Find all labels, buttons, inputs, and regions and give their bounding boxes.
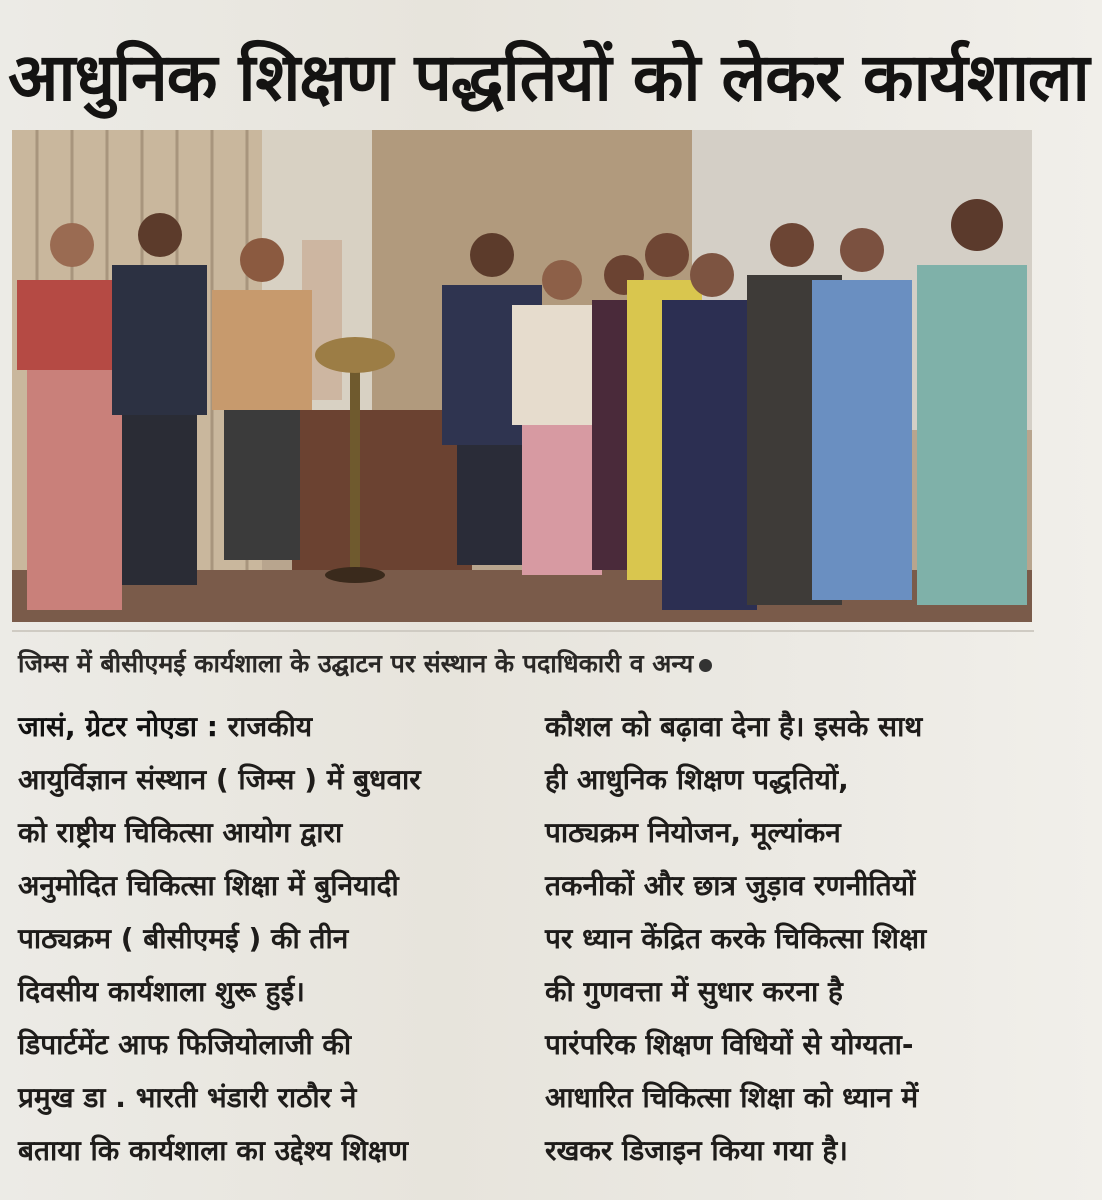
body-line: पारंपरिक शिक्षण विधियों से योग्यता- [545,1028,914,1061]
body-line: तकनीकों और छात्र जुड़ाव रणनीतियों [545,869,916,902]
photo-caption: जिम्स में बीसीएमई कार्यशाला के उद्घाटन पर संस्थान के पदाधिकारी व अन्य [18,640,1078,688]
body-line: की गुणवत्ता में सुधार करना है [545,975,843,1008]
group-photo-illustration [12,130,1032,622]
bullet-icon [699,659,712,672]
body-line: पर ध्यान केंद्रित करके चिकित्सा शिक्षा [545,922,927,955]
body-line: जासं, ग्रेटर नोएडा : राजकीय [18,710,313,743]
dateline: जासं, ग्रेटर नोएडा : [18,710,218,743]
body-line: आधारित चिकित्सा शिक्षा को ध्यान में [545,1081,919,1114]
body-line: को राष्ट्रीय चिकित्सा आयोग द्वारा [18,816,343,849]
body-line: ही आधुनिक शिक्षण पद्धतियों, [545,763,849,796]
body-line: पाठ्यक्रम नियोजन, मूल्यांकन [545,816,841,849]
body-line: दिवसीय कार्यशाला शुरू हुई। [18,975,305,1008]
body-line: प्रमुख डा . भारती भंडारी राठौर ने [18,1081,357,1114]
group-photo [12,130,1032,622]
headline: आधुनिक शिक्षण पद्धतियों को लेकर कार्यशाला [8,39,1089,116]
article-column-left [18,700,513,1180]
body-line: पाठ्यक्रम ( बीसीएमई ) की तीन [18,922,349,955]
body-line: आयुर्विज्ञान संस्थान ( जिम्स ) में बुधवार [18,763,421,796]
body-line: कौशल को बढ़ावा देना है। इसके साथ [545,710,923,743]
body-line: रखकर डिजाइन किया गया है। [545,1134,848,1167]
divider [12,630,1034,632]
article-column-right [545,700,1040,1180]
body-line: डिपार्टमेंट आफ फिजियोलाजी की [18,1028,352,1061]
body-line: अनुमोदित चिकित्सा शिक्षा में बुनियादी [18,869,399,902]
body-line: बताया कि कार्यशाला का उद्देश्य शिक्षण [18,1134,409,1167]
